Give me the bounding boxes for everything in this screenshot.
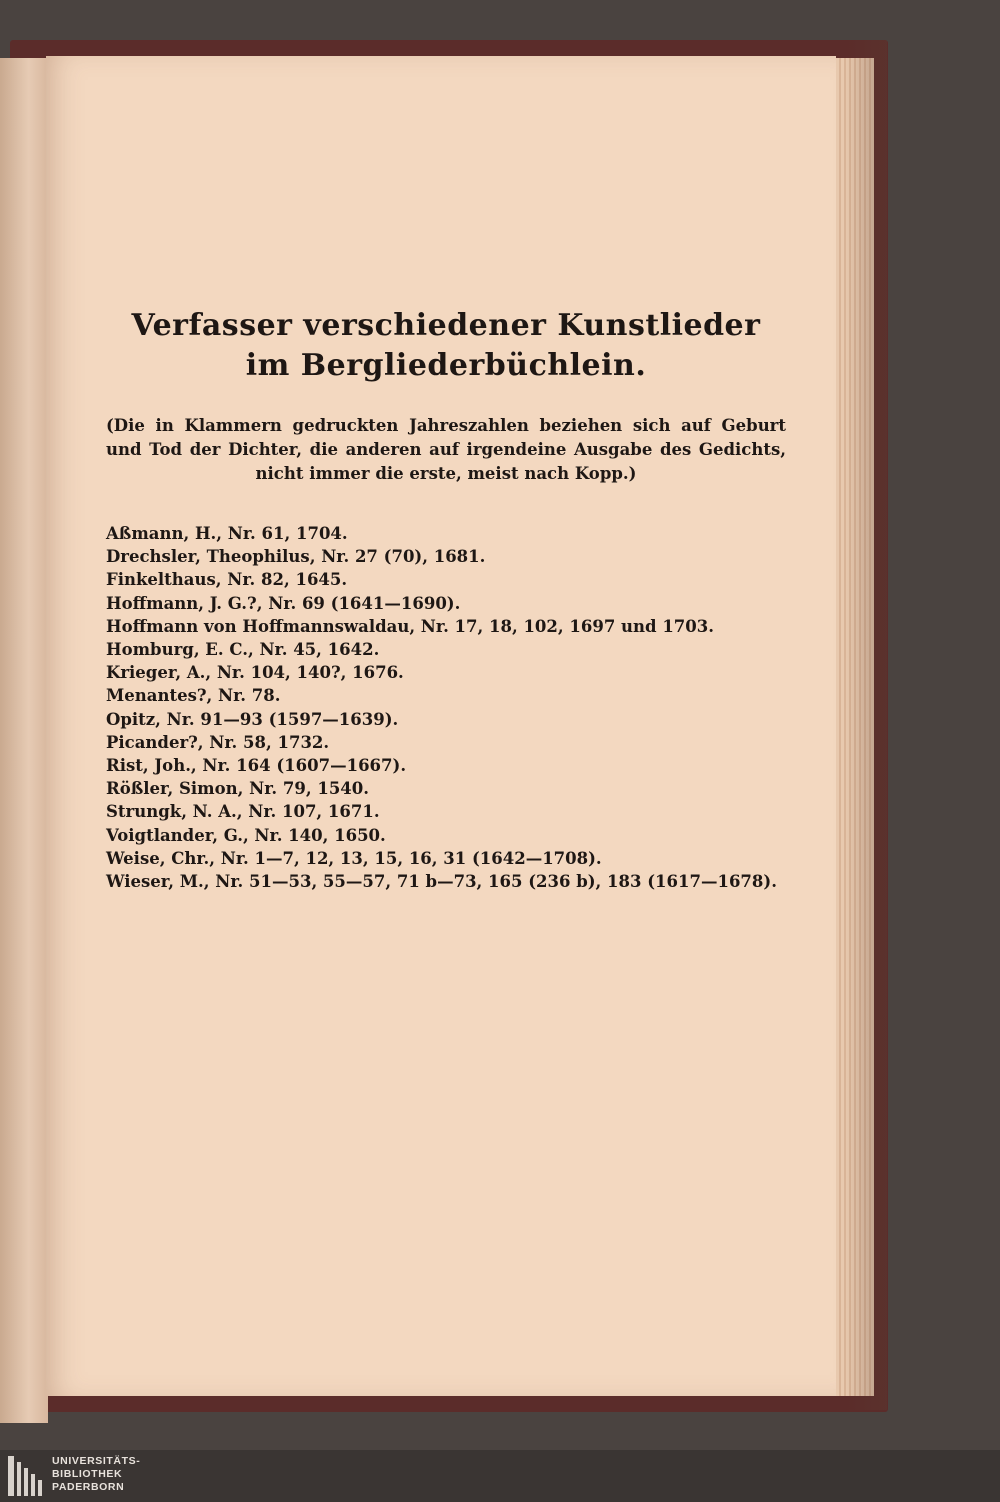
library-logo-icon xyxy=(8,1456,44,1496)
author-entry: Aßmann, H., Nr. 61, 1704. xyxy=(106,524,348,543)
page-title xyxy=(106,306,786,386)
author-entry: Rist, Joh., Nr. 164 (1607—1667). xyxy=(106,756,407,776)
library-footer xyxy=(0,1450,1000,1502)
author-entry: Wieser, M., Nr. 51—53, 55—57, 71 b—73, 165 (236 b), 183 (1617—1678). xyxy=(106,872,777,892)
author-entry: Picander?, Nr. 58, 1732. xyxy=(106,732,330,752)
author-entry: Finkelthaus, Nr. 82, 1645. xyxy=(106,570,348,590)
edge-shadow xyxy=(845,40,887,1410)
title-line-1: Verfasser verschiedener Kunstlieder xyxy=(131,308,761,343)
left-facing-page xyxy=(0,58,48,1423)
book-page xyxy=(46,56,836,1396)
library-logo-text xyxy=(52,1455,140,1494)
author-entry: Voigtlander, G., Nr. 140, 1650. xyxy=(106,825,386,845)
author-list xyxy=(106,522,786,893)
author-entry: Rößler, Simon, Nr. 79, 1540. xyxy=(106,779,370,799)
author-entry: Strungk, N. A., Nr. 107, 1671. xyxy=(106,802,380,822)
page-content xyxy=(106,306,786,893)
author-entry: Menantes?, Nr. 78. xyxy=(106,686,281,706)
author-entry: Drechsler, Theophilus, Nr. 27 (70), 1681. xyxy=(106,547,486,567)
logo-line-1: UNIVERSITÄTS- xyxy=(52,1455,141,1467)
author-entry: Weise, Chr., Nr. 1—7, 12, 13, 15, 16, 31 (1642—1708). xyxy=(106,848,602,868)
logo-line-3: PADERBORN xyxy=(52,1481,125,1493)
title-line-2: im Bergliederbüchlein. xyxy=(245,348,647,383)
logo-line-2: BIBLIOTHEK xyxy=(52,1468,123,1480)
author-entry: Hoffmann, J. G.?, Nr. 69 (1641—1690). xyxy=(106,593,461,613)
author-entry: Hoffmann von Hoffmannswaldau, Nr. 17, 18, 102, 1697 und 1703. xyxy=(106,616,714,636)
author-entry: Opitz, Nr. 91—93 (1597—1639). xyxy=(106,709,399,729)
explanatory-note: (Die in Klammern gedruckten Jahreszahlen beziehen sich auf Geburt und Tod der Dichter, die anderen auf irgendeine Ausgabe des Gedichts, nicht immer die erste, meist nach Kopp.) xyxy=(106,416,786,483)
author-entry: Krieger, A., Nr. 104, 140?, 1676. xyxy=(106,663,404,683)
author-entry: Homburg, E. C., Nr. 45, 1642. xyxy=(106,640,380,660)
